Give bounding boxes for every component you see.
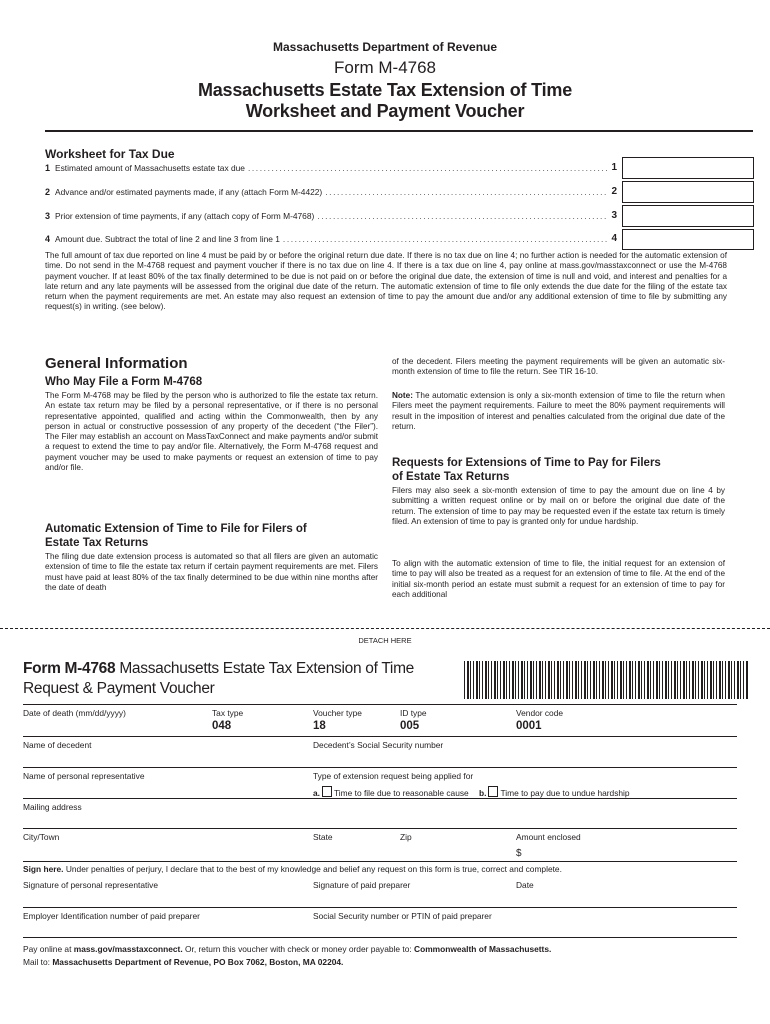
note-paragraph [392, 391, 725, 432]
voucher-rule [23, 736, 737, 737]
extension-option-b[interactable] [479, 786, 630, 798]
right-col-intro-text: of the decedent. Filers meeting the payment requirements will be given an automatic six-month extension of time to file the return. See TIR 16-10. [392, 357, 725, 377]
sign-here-label: Sign here. [23, 864, 64, 874]
id-type-label: ID type [400, 708, 427, 718]
option-a-letter: a. [313, 788, 320, 798]
detach-line [0, 628, 770, 629]
requests-heading-1: Requests for Extensions of Time to Pay for Filers [392, 457, 661, 469]
form-number: Form M-4768 [333, 58, 437, 77]
worksheet-line-1 [45, 162, 617, 174]
state-field[interactable]: State [313, 832, 333, 842]
checkbox-b[interactable] [488, 786, 498, 797]
sign-here-statement [23, 864, 562, 874]
leader-dots [248, 162, 608, 174]
note-label: Note: [392, 391, 413, 400]
extension-option-a[interactable] [313, 786, 469, 798]
detach-here-label: DETACH HERE [358, 636, 412, 645]
checkbox-a[interactable] [322, 786, 332, 797]
vendor-code-label: Vendor code [516, 708, 564, 718]
pay-prefix: Pay online at [23, 944, 74, 954]
zip-field[interactable]: Zip [400, 832, 412, 842]
vendor-code-value: 0001 [516, 720, 542, 732]
auto-extension-heading-1: Automatic Extension of Time to File for Filers of [45, 523, 307, 535]
who-may-file-text: The Form M-4768 may be filed by the person who is authorized to file the estate tax return. An estate tax return may be filed by a personal representative, or if there is no personal representative appointed, qualified and acting within the Commonwealth, then by any person in actual or constructive possession of any property of the decedent (“the Filer”). The Filer may establish an account on MassTaxConnect and make payments and/or submit a request to extend the time to pay and/or file. Alternatively, the Form M-4768 request and payment voucher may be used to make payments or request an extension of time to pay and/or file. [45, 391, 378, 473]
amount-enclosed-field[interactable]: $ [516, 848, 522, 859]
worksheet-line-2 [45, 186, 617, 198]
worksheet-paragraph: The full amount of tax due reported on line 4 must be paid by or before the original return due date. If there is no tax due on line 4; no further action is needed for the automatic extension of time. Do not send in the M-4768 request and payment voucher if there is no tax due on line 4. If there is a tax due on line 4, pay online at mass.gov/masstaxconnect or use the M-4768 payment voucher. If at least 80% of the tax finally determined to be due is not paid on or before the original due date, the extension of time is null and void, and interest and penalties for a late return and any late payments will be assessed from the original due date of the return. The automatic extension of time to file only extends the due date for the filing of the estate tax return when the payment requirements are met. An estate may also request an extension of time to pay the amount due and/or any additional extension of time to file by submitting any request(s) in writing. (see below). [45, 251, 727, 312]
voucher-form-number: Form M-4768 [23, 660, 116, 677]
line-number: 2 [45, 187, 51, 197]
payee-name: Commonwealth of Massachusetts. [414, 944, 552, 954]
barcode [464, 661, 748, 699]
city-field[interactable]: City/Town [23, 832, 60, 842]
voucher-type-label: Voucher type [313, 708, 362, 718]
extension-type-label: Type of extension request being applied for [313, 771, 474, 781]
amount-enclosed-label: Amount enclosed [516, 832, 581, 842]
line-number: 4 [45, 234, 51, 244]
voucher-rule [23, 907, 737, 908]
voucher-subtitle: Request & Payment Voucher [23, 680, 215, 697]
pay-online-link[interactable]: mass.gov/masstaxconnect. [73, 944, 183, 954]
line-1-amount-input[interactable] [622, 157, 754, 179]
tax-type-label: Tax type [212, 708, 244, 718]
voucher-rule [23, 937, 737, 938]
requests-text: Filers may also seek a six-month extension of time to pay the amount due on line 4 by submitting a written request online or by mail on or before the original due date of the return. The extension of time to pay may be requested even if the estate tax return is timely filed. An extension of time to pay is granted only for undue hardship. [392, 486, 725, 526]
line-number: 3 [45, 211, 51, 221]
voucher-form-title: Massachusetts Estate Tax Extension of Time [115, 660, 414, 677]
worksheet-heading: Worksheet for Tax Due [45, 147, 175, 161]
personal-rep-name-field[interactable]: Name of personal representative [23, 771, 145, 781]
worksheet-line-3 [45, 210, 617, 222]
align-text: To align with the automatic extension of time to file, the initial request for an extension of time to pay will also be treated as a request for an extension of time to file. At the end of the initial six-month period an estate must submit a request for an extension of time to pay for each additional [392, 559, 725, 599]
requests-heading-2: of Estate Tax Returns [392, 471, 510, 483]
option-a-label: Time to file due to reasonable cause [334, 788, 469, 798]
line-box-number: 3 [611, 210, 617, 221]
perjury-text: Under penalties of perjury, I declare that to the best of my knowledge and belief any request on this form is true, correct and complete. [63, 864, 562, 874]
rep-signature-field[interactable]: Signature of personal representative [23, 880, 159, 890]
auto-extension-text: The filing due date extension process is automated so that all filers are given an automatic extension of time to file the estate tax return if certain payment requirements are met. Filers must have paid at least 80% of the tax finally determined to be due within nine months after the date of death [45, 552, 378, 592]
line-box-number: 2 [611, 186, 617, 197]
decedent-name-field[interactable]: Name of decedent [23, 740, 92, 750]
form-title: Massachusetts Estate Tax Extension of Time [197, 80, 573, 100]
auto-extension-heading-2: Estate Tax Returns [45, 537, 149, 549]
leader-dots [325, 186, 608, 198]
voucher-rule [23, 861, 737, 862]
date-of-death-label: Date of death (mm/dd/yyyy) [23, 708, 126, 718]
line-text: Advance and/or estimated payments made, if any (attach Form M-4422) [55, 187, 323, 197]
preparer-ssn-ptin-field[interactable]: Social Security number or PTIN of paid preparer [313, 911, 492, 921]
line-box-number: 4 [611, 233, 617, 244]
line-2-amount-input[interactable] [622, 181, 754, 203]
decedent-ssn-field[interactable]: Decedent’s Social Security number [313, 740, 444, 750]
mail-prefix: Mail to: [23, 957, 53, 967]
note-text: The automatic extension is only a six-month extension of time to file the return when Filers meet the payment requirements. Failure to meet the 80% payment requirements will result in the imposition of interest and penalties calculated from the original due date of the return. [392, 391, 725, 431]
voucher-type-value: 18 [313, 720, 326, 732]
line-4-amount-input[interactable] [622, 229, 754, 250]
header-rule [45, 130, 753, 132]
voucher-rule [23, 798, 737, 799]
voucher-rule [23, 767, 737, 768]
line-box-number: 1 [611, 162, 617, 173]
tax-type-value: 048 [212, 720, 232, 732]
pay-mid: Or, return this voucher with check or money order payable to: [182, 944, 415, 954]
option-b-label: Time to pay due to undue hardship [500, 788, 630, 798]
preparer-signature-field[interactable]: Signature of paid preparer [313, 880, 411, 890]
mailing-address-field[interactable]: Mailing address [23, 802, 82, 812]
pay-online-line [23, 944, 551, 954]
line-text: Prior extension of time payments, if any (attach copy of Form M-4768) [55, 211, 315, 221]
voucher-rule [23, 828, 737, 829]
line-text: Estimated amount of Massachusetts estate tax due [55, 163, 245, 173]
mail-to-line [23, 957, 343, 967]
option-b-letter: b. [479, 788, 487, 798]
who-may-file-heading: Who May File a Form M-4768 [45, 376, 203, 388]
line-number: 1 [45, 163, 51, 173]
line-3-amount-input[interactable] [622, 205, 754, 227]
worksheet-line-4 [45, 233, 617, 245]
line-text: Amount due. Subtract the total of line 2 and line 3 from line 1 [55, 234, 280, 244]
voucher-rule [23, 704, 737, 705]
voucher-title [23, 660, 414, 678]
mail-address: Massachusetts Department of Revenue, PO Box 7062, Boston, MA 02204. [52, 957, 344, 967]
department-name: Massachusetts Department of Revenue [272, 40, 498, 54]
general-info-heading: General Information [45, 355, 188, 372]
date-field[interactable]: Date [516, 880, 534, 890]
leader-dots [317, 210, 608, 222]
id-type-value: 005 [400, 720, 420, 732]
leader-dots [283, 233, 609, 245]
form-subtitle: Worksheet and Payment Voucher [245, 101, 525, 121]
preparer-ein-field[interactable]: Employer Identification number of paid preparer [23, 911, 200, 921]
